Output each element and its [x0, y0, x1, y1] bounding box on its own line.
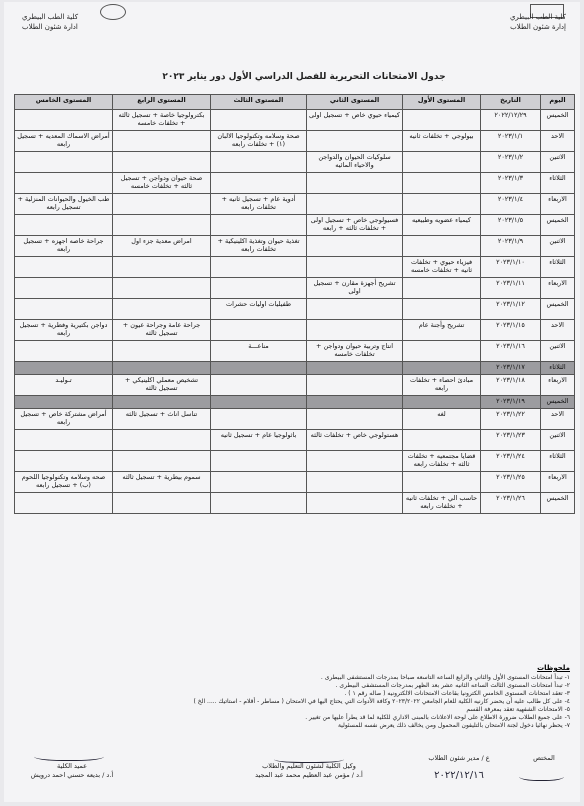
- exam-cell: مناعـــة: [211, 341, 307, 362]
- signature-affairs: [409, 754, 509, 780]
- note-item: ٥- الامتحانات الشفهية تعقد بمعرفة القسم: [466, 706, 570, 713]
- exam-cell: تغذية حيوان وتغذية اكلينيكية + تخلفات رابعه: [211, 236, 307, 257]
- exam-cell: صحة حيوان ودواجن + تسجيل ثالثه + تخلفات خامسه: [113, 173, 211, 194]
- day-cell: الاحد: [541, 131, 575, 152]
- exam-cell: [403, 236, 481, 257]
- exam-cell: [307, 396, 403, 409]
- page-title: جدول الامتحانات التحريرية للفصل الدراسي الأول دور يناير ٢٠٢٣: [162, 72, 446, 82]
- exam-cell: سلوكيات الحيوان والدواجن والاحياء المائيه: [307, 152, 403, 173]
- exam-cell: [403, 362, 481, 375]
- exam-cell: قضايا مجتمعيه + تخلفات ثالثه + تخلفات رابعه: [403, 451, 481, 472]
- day-cell: الاربعاء: [541, 194, 575, 215]
- date-cell: ٢٠٢٣/١/١٩: [481, 396, 541, 409]
- exam-cell: [211, 152, 307, 173]
- exam-cell: [113, 451, 211, 472]
- table-row: [15, 493, 575, 514]
- note-item: ٦- على جميع الطلاب ضرورة الاطلاع على لوحة الاعلانات بالمبنى الاداري للكلية لما قد يطرأ عليها من تغيير .: [305, 714, 570, 721]
- exam-cell: امراض معدية جزء اول: [113, 236, 211, 257]
- exam-cell: تشريح وأجنة عام: [403, 320, 481, 341]
- day-cell: الثلاثاء: [541, 257, 575, 278]
- vice-dean-title: وكيل الكلية لشئون التعليم والطلاب: [262, 762, 356, 770]
- exam-cell: صحة وسلامه وتكنولوجيا الالبان (١) + تخلفات رابعه: [211, 131, 307, 152]
- exam-cell: [15, 299, 113, 320]
- day-cell: الاربعاء: [541, 278, 575, 299]
- exam-cell: [113, 278, 211, 299]
- exam-cell: تناسل اناث + تسجيل ثالثه: [113, 409, 211, 430]
- table-row: [15, 131, 575, 152]
- date-cell: ٢٠٢٣/١/١٦: [481, 341, 541, 362]
- handwritten-date: ٢٠٢٢/١٢/١٦: [434, 770, 484, 781]
- exam-cell: [113, 430, 211, 451]
- day-cell: الاثنين: [541, 152, 575, 173]
- exam-cell: [403, 173, 481, 194]
- exam-cell: [15, 362, 113, 375]
- dean-title: عميد الكلية: [56, 762, 88, 770]
- exam-cell: [113, 396, 211, 409]
- day-cell: الاثنين: [541, 236, 575, 257]
- exam-cell: [211, 320, 307, 341]
- date-cell: ٢٠٢٣/١/٢٢: [481, 409, 541, 430]
- signature-vice-dean: [224, 762, 394, 780]
- exam-cell: تشريح أجهزة مقارن + تسجيل اولى: [307, 278, 403, 299]
- exam-cell: بيولوجي + تخلفات ثانيه: [403, 131, 481, 152]
- table-row: [15, 320, 575, 341]
- table-row: [15, 152, 575, 173]
- exam-cell: [113, 299, 211, 320]
- day-cell: الخميس: [541, 110, 575, 131]
- document-page: [4, 2, 580, 802]
- day-cell: الخميس: [541, 299, 575, 320]
- exam-cell: [15, 173, 113, 194]
- day-cell: الاحد: [541, 409, 575, 430]
- day-cell: الخميس: [541, 396, 575, 409]
- exam-cell: [211, 451, 307, 472]
- exam-cell: [113, 131, 211, 152]
- exam-cell: جراحة عامة وجراحة عيون + تسجيل ثالثه: [113, 320, 211, 341]
- exam-cell: صحه وسلامه وتكنولوجيا اللحوم (ب) + تسجيل رابعه: [15, 472, 113, 493]
- exam-cell: [403, 299, 481, 320]
- header-right: [456, 12, 566, 32]
- exam-cell: كيمياء عضويه وطبيعيه: [403, 215, 481, 236]
- exam-cell: [307, 409, 403, 430]
- exam-cell: [113, 493, 211, 514]
- signature-reviewer: [514, 754, 574, 763]
- note-item: ٢- تبدأ امتحانات المستوى الثالث الساعه الثانيه عشر بعد الظهر بمدرجات المستشفى البيطرى .: [335, 682, 570, 689]
- column-header: اليوم: [541, 95, 575, 110]
- reviewer-signature-mark: [519, 770, 564, 781]
- table-row: [15, 409, 575, 430]
- column-header: المستوى الرابع: [113, 95, 211, 110]
- exam-cell: [403, 472, 481, 493]
- exam-cell: فسيولوجي خاص + تسجيل اولى + تخلفات ثالثه + رابعه: [307, 215, 403, 236]
- exam-cell: [307, 493, 403, 514]
- date-cell: ٢٠٢٣/١/٩: [481, 236, 541, 257]
- exam-cell: طب الخيول والحيوانات المنزلية + تسجيل رابعه: [15, 194, 113, 215]
- table-row: [15, 341, 575, 362]
- exam-cell: لغه: [403, 409, 481, 430]
- exam-cell: [211, 472, 307, 493]
- exam-cell: [15, 341, 113, 362]
- day-cell: الاثنين: [541, 430, 575, 451]
- date-cell: ٢٠٢٣/١/٢: [481, 152, 541, 173]
- table-row: [15, 299, 575, 320]
- date-cell: ٢٠٢٢/١٢/٢٩: [481, 110, 541, 131]
- exam-cell: انتاج وتربية حيوان ودواجن + تخلفات خامسه: [307, 341, 403, 362]
- exam-cell: [211, 173, 307, 194]
- exam-cell: [211, 362, 307, 375]
- exam-cell: [307, 173, 403, 194]
- exam-cell: حاسب الي + تخلفات ثانيه + تخلفات رابعه: [403, 493, 481, 514]
- column-header: المستوى الثالث: [211, 95, 307, 110]
- exam-cell: [211, 493, 307, 514]
- date-cell: ٢٠٢٣/١/٤: [481, 194, 541, 215]
- note-item: ٣- تعقد امتحانات المستوى الخامس الكترونيا بقاعات الامتحانات الالكترونيه ( صاله رقم ١ ) .: [344, 690, 570, 697]
- exam-cell: [403, 341, 481, 362]
- exam-cell: تـوليـد: [15, 375, 113, 396]
- exam-cell: [15, 451, 113, 472]
- header-right-line1: كلية الطب البيطري: [509, 13, 566, 21]
- day-cell: الاربعاء: [541, 375, 575, 396]
- date-cell: ٢٠٢٣/١/٢٥: [481, 472, 541, 493]
- vice-dean-signature-mark: [274, 754, 344, 763]
- exam-cell: [113, 257, 211, 278]
- column-header: التاريخ: [481, 95, 541, 110]
- exam-cell: [15, 430, 113, 451]
- exam-cell: [403, 396, 481, 409]
- exam-cell: [403, 110, 481, 131]
- exam-cell: [307, 131, 403, 152]
- affairs-title: ع / مدير شئون الطلاب: [428, 754, 490, 762]
- exam-cell: [403, 278, 481, 299]
- table-body: [15, 110, 575, 514]
- note-item: ٧- يحظر نهائيا دخول لجنة الامتحان بالتليفون المحمول ومن يخالف ذلك يعرض نفسه للمسئولية: [337, 722, 570, 729]
- date-cell: ٢٠٢٣/١/١١: [481, 278, 541, 299]
- exam-cell: [307, 299, 403, 320]
- header-left-line1: كلية الطب البيطري: [22, 13, 79, 21]
- exam-cell: [307, 362, 403, 375]
- day-cell: الاثنين: [541, 341, 575, 362]
- date-cell: ٢٠٢٣/١/١٥: [481, 320, 541, 341]
- exam-cell: هستولوجي خاص + تخلفات ثالثه: [307, 430, 403, 451]
- exam-cell: أدوية عام + تسجيل ثانيه + تخلفات رابعه: [211, 194, 307, 215]
- exam-cell: [211, 409, 307, 430]
- vice-dean-name: أ.د / مؤمن عبد العظيم محمد عبد المجيد: [255, 771, 363, 779]
- table-row: [15, 278, 575, 299]
- header-left: [22, 12, 142, 32]
- reviewer-label: المختص: [533, 754, 555, 762]
- exam-cell: [113, 152, 211, 173]
- table-row: [15, 215, 575, 236]
- table-row: [15, 430, 575, 451]
- column-header: المستوى الثاني: [307, 95, 403, 110]
- exam-cell: [113, 362, 211, 375]
- date-cell: ٢٠٢٣/١/٢٤: [481, 451, 541, 472]
- date-cell: ٢٠٢٣/١/٣: [481, 173, 541, 194]
- exam-cell: [403, 194, 481, 215]
- note-item: ٤- على كل طالب عليه أن يحضر كارنيه الكلية للعام الجامعي ٢٠٢٣/٢٠٢٢ وكافة الأدوات التي يحتاج اليها في الامتحان ( مساطر - أقلام - استاتيك ..... الخ ): [193, 698, 570, 705]
- exam-cell: أمراض الاسماك المعديه + تسجيل رابعه: [15, 131, 113, 152]
- dean-signature-mark: [34, 750, 104, 761]
- day-cell: الثلاثاء: [541, 451, 575, 472]
- exam-cell: سموم بيطرية + تسجيل ثالثه: [113, 472, 211, 493]
- date-cell: ٢٠٢٣/١/١٨: [481, 375, 541, 396]
- exam-cell: كيمياء حيوي خاص + تسجيل اولى: [307, 110, 403, 131]
- exam-cell: مبادئ احصاء + تخلفات رابعه: [403, 375, 481, 396]
- day-cell: الثلاثاء: [541, 362, 575, 375]
- exam-cell: [15, 396, 113, 409]
- day-cell: الخميس: [541, 493, 575, 514]
- day-cell: الاحد: [541, 320, 575, 341]
- table-row: [15, 451, 575, 472]
- date-cell: ٢٠٢٣/١/١٠: [481, 257, 541, 278]
- exam-cell: [211, 278, 307, 299]
- exam-cell: [211, 375, 307, 396]
- exam-cell: [307, 257, 403, 278]
- date-cell: ٢٠٢٣/١/١: [481, 131, 541, 152]
- exam-cell: [307, 320, 403, 341]
- exam-cell: بكترولوجيا خاصة + تسجيل ثالثه + تخلفات خامسه: [113, 110, 211, 131]
- exam-cell: [403, 152, 481, 173]
- table-row: [15, 194, 575, 215]
- exam-cell: فيزياء حيوي + تخلفات ثانيه + تخلفات خامسه: [403, 257, 481, 278]
- exam-cell: [15, 493, 113, 514]
- table-row: [15, 472, 575, 493]
- table-row: [15, 362, 575, 375]
- signature-dean: [12, 762, 132, 780]
- exam-cell: [211, 257, 307, 278]
- exam-cell: [113, 215, 211, 236]
- exam-cell: [15, 152, 113, 173]
- exam-cell: [403, 430, 481, 451]
- note-item: ١- تبدأ امتحانات المستوى الأول والثاني والرابع الساعه التاسعه صباحا بمدرجات المستشفى البيطرى .: [320, 674, 570, 681]
- table-row: [15, 396, 575, 409]
- exam-cell: [307, 451, 403, 472]
- table-row: [15, 375, 575, 396]
- exam-cell: [15, 278, 113, 299]
- date-cell: ٢٠٢٣/١/١٢: [481, 299, 541, 320]
- header-left-line2: ادارة شئون الطلاب: [22, 23, 78, 31]
- exam-cell: [15, 110, 113, 131]
- column-header: المستوى الخامس: [15, 95, 113, 110]
- date-cell: ٢٠٢٣/١/٢٦: [481, 493, 541, 514]
- exam-cell: [307, 375, 403, 396]
- date-cell: ٢٠٢٣/١/٢٣: [481, 430, 541, 451]
- exam-cell: تشخيص معملي اكلينيكي + تسجيل ثالثه: [113, 375, 211, 396]
- exam-cell: [211, 396, 307, 409]
- exam-cell: [15, 257, 113, 278]
- exam-cell: دواجن بكتيرية وفطرية + تسجيل رابعه: [15, 320, 113, 341]
- exam-cell: [113, 194, 211, 215]
- day-cell: الخميس: [541, 215, 575, 236]
- exam-cell: [211, 215, 307, 236]
- day-cell: الاربعاء: [541, 472, 575, 493]
- exam-cell: [211, 110, 307, 131]
- header-right-line2: إدارة شئون الطلاب: [510, 23, 566, 31]
- table-row: [15, 173, 575, 194]
- exam-cell: [15, 215, 113, 236]
- exam-cell: جراحة خاصه اجهزه + تسجيل رابعه: [15, 236, 113, 257]
- date-cell: ٢٠٢٣/١/١٧: [481, 362, 541, 375]
- exam-cell: [307, 472, 403, 493]
- date-cell: ٢٠٢٣/١/٥: [481, 215, 541, 236]
- exam-schedule-table: [14, 94, 575, 514]
- table-row: [15, 110, 575, 131]
- exam-cell: [307, 236, 403, 257]
- table-header-row: [15, 95, 575, 110]
- exam-cell: أمراض مشتركة خاص + تسجيل رابعه: [15, 409, 113, 430]
- column-header: المستوى الأول: [403, 95, 481, 110]
- table-row: [15, 257, 575, 278]
- exam-cell: [113, 341, 211, 362]
- exam-cell: باثولوجيا عام + تسجيل ثانيه: [211, 430, 307, 451]
- dean-name: أ.د / بديعه حسني احمد درويش: [30, 771, 114, 779]
- notes-list: [14, 674, 570, 730]
- notes-title: ملحوظات: [537, 664, 570, 672]
- day-cell: الثلاثاء: [541, 173, 575, 194]
- table-row: [15, 236, 575, 257]
- exam-cell: طفيليات اوليات حشرات: [211, 299, 307, 320]
- exam-cell: [307, 194, 403, 215]
